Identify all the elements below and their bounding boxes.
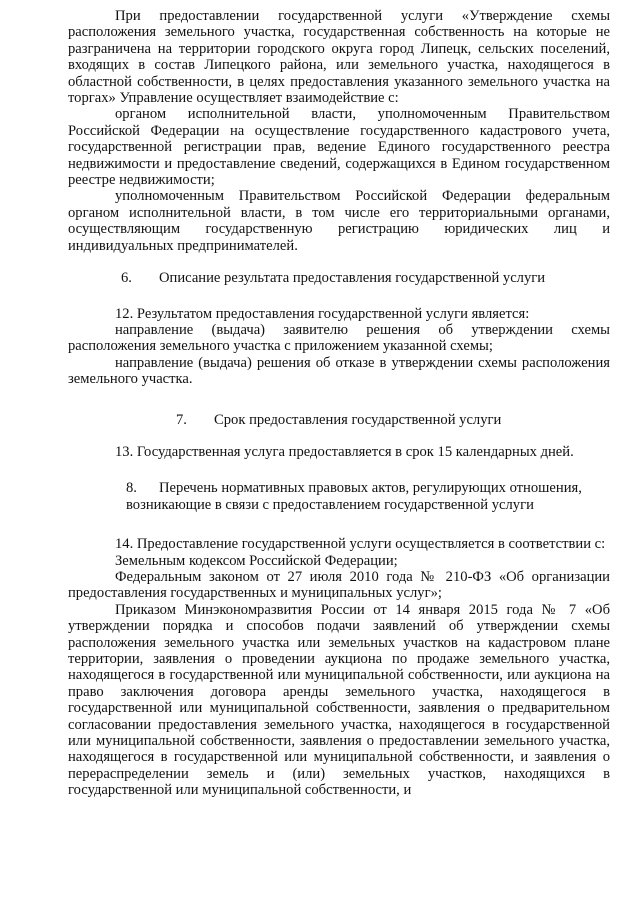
- section-8-title: Перечень нормативных правовых актов, регулирующих отношения, возникающие в связи с предоставлением государственной услуги: [126, 480, 582, 513]
- section-6-title: Описание результата предоставления государственной услуги: [159, 270, 546, 287]
- paragraph-cadastral-body: органом исполнительной власти, уполномоченным Правительством Российской Федерации на осуществление государственного кадастрового учета, государственной регистрации прав, ведение Единого государственного реестра недвижимости и предоставление сведений, содержащихся в Едином государственном реестре недвижимости;: [68, 106, 610, 189]
- paragraph-federal-law-210: Федеральным законом от 27 июля 2010 года № 210-ФЗ «Об организации предоставления государственных и муниципальных услуг»;: [68, 568, 610, 602]
- section-6-number: 6.: [121, 270, 132, 287]
- section-8-number: 8.: [126, 480, 137, 497]
- section-7-number: 7.: [176, 411, 187, 428]
- paragraph-12: 12. Результатом предоставления государственной услуги является:: [115, 305, 530, 322]
- paragraph-interaction-intro: При предоставлении государственной услуги «Утверждение схемы расположения земельного участка, государственная собственность на которые не разграничена на территории городского округа город Липецк, сельских поселений, входящих в состав Липецкого района, или земельного участка, находящегося в областной собственности, в целях предоставления указанного земельного участка на торгах» Управление осуществляет взаимодействие с:: [68, 8, 610, 107]
- paragraph-registration-body: уполномоченным Правительством Российской Федерации федеральным органом исполнительной власти, в том числе его территориальными органами, осуществляющим государственную регистрацию юридических лиц и индивидуальных предпринимателей.: [68, 188, 610, 254]
- section-8-heading: [68, 480, 610, 513]
- section-7-title: Срок предоставления государственной услуги: [214, 411, 502, 428]
- section-7-heading: [68, 412, 610, 428]
- paragraph-result-refusal: направление (выдача) решения об отказе в утверждении схемы расположения земельного участка.: [68, 354, 610, 388]
- section-6-heading: [68, 270, 610, 286]
- paragraph-land-code: Земельным кодексом Российской Федерации;: [115, 552, 398, 569]
- paragraph-14: 14. Предоставление государственной услуги осуществляется в соответствии с:: [115, 536, 606, 553]
- paragraph-13: 13. Государственная услуга предоставляется в срок 15 календарных дней.: [115, 443, 574, 460]
- paragraph-result-approval: направление (выдача) заявителю решения об утверждении схемы расположения земельного участка с приложением указанной схемы;: [68, 321, 610, 355]
- paragraph-order-7: Приказом Минэкономразвития России от 14 января 2015 года № 7 «Об утверждении порядка и способов подачи заявлений об утверждении схемы расположения земельного участка или земельных участков на кадастровом плане территории, заявления о проведении аукциона по продаже земельного участка, находящегося в государственной или муниципальной собственности, или аукциона на право заключения договора аренды земельного участка, находящегося в государственной или муниципальной собственности, заявления о предварительном согласовании предоставления земельного участка, находящегося в государственной или муниципальной собственности, заявления о предоставлении земельного участка, находящегося в государственной или муниципальной собственности, и заявления о перераспределении земель и (или) земельных участков, находящихся в государственной или муниципальной собственности, и: [68, 601, 610, 799]
